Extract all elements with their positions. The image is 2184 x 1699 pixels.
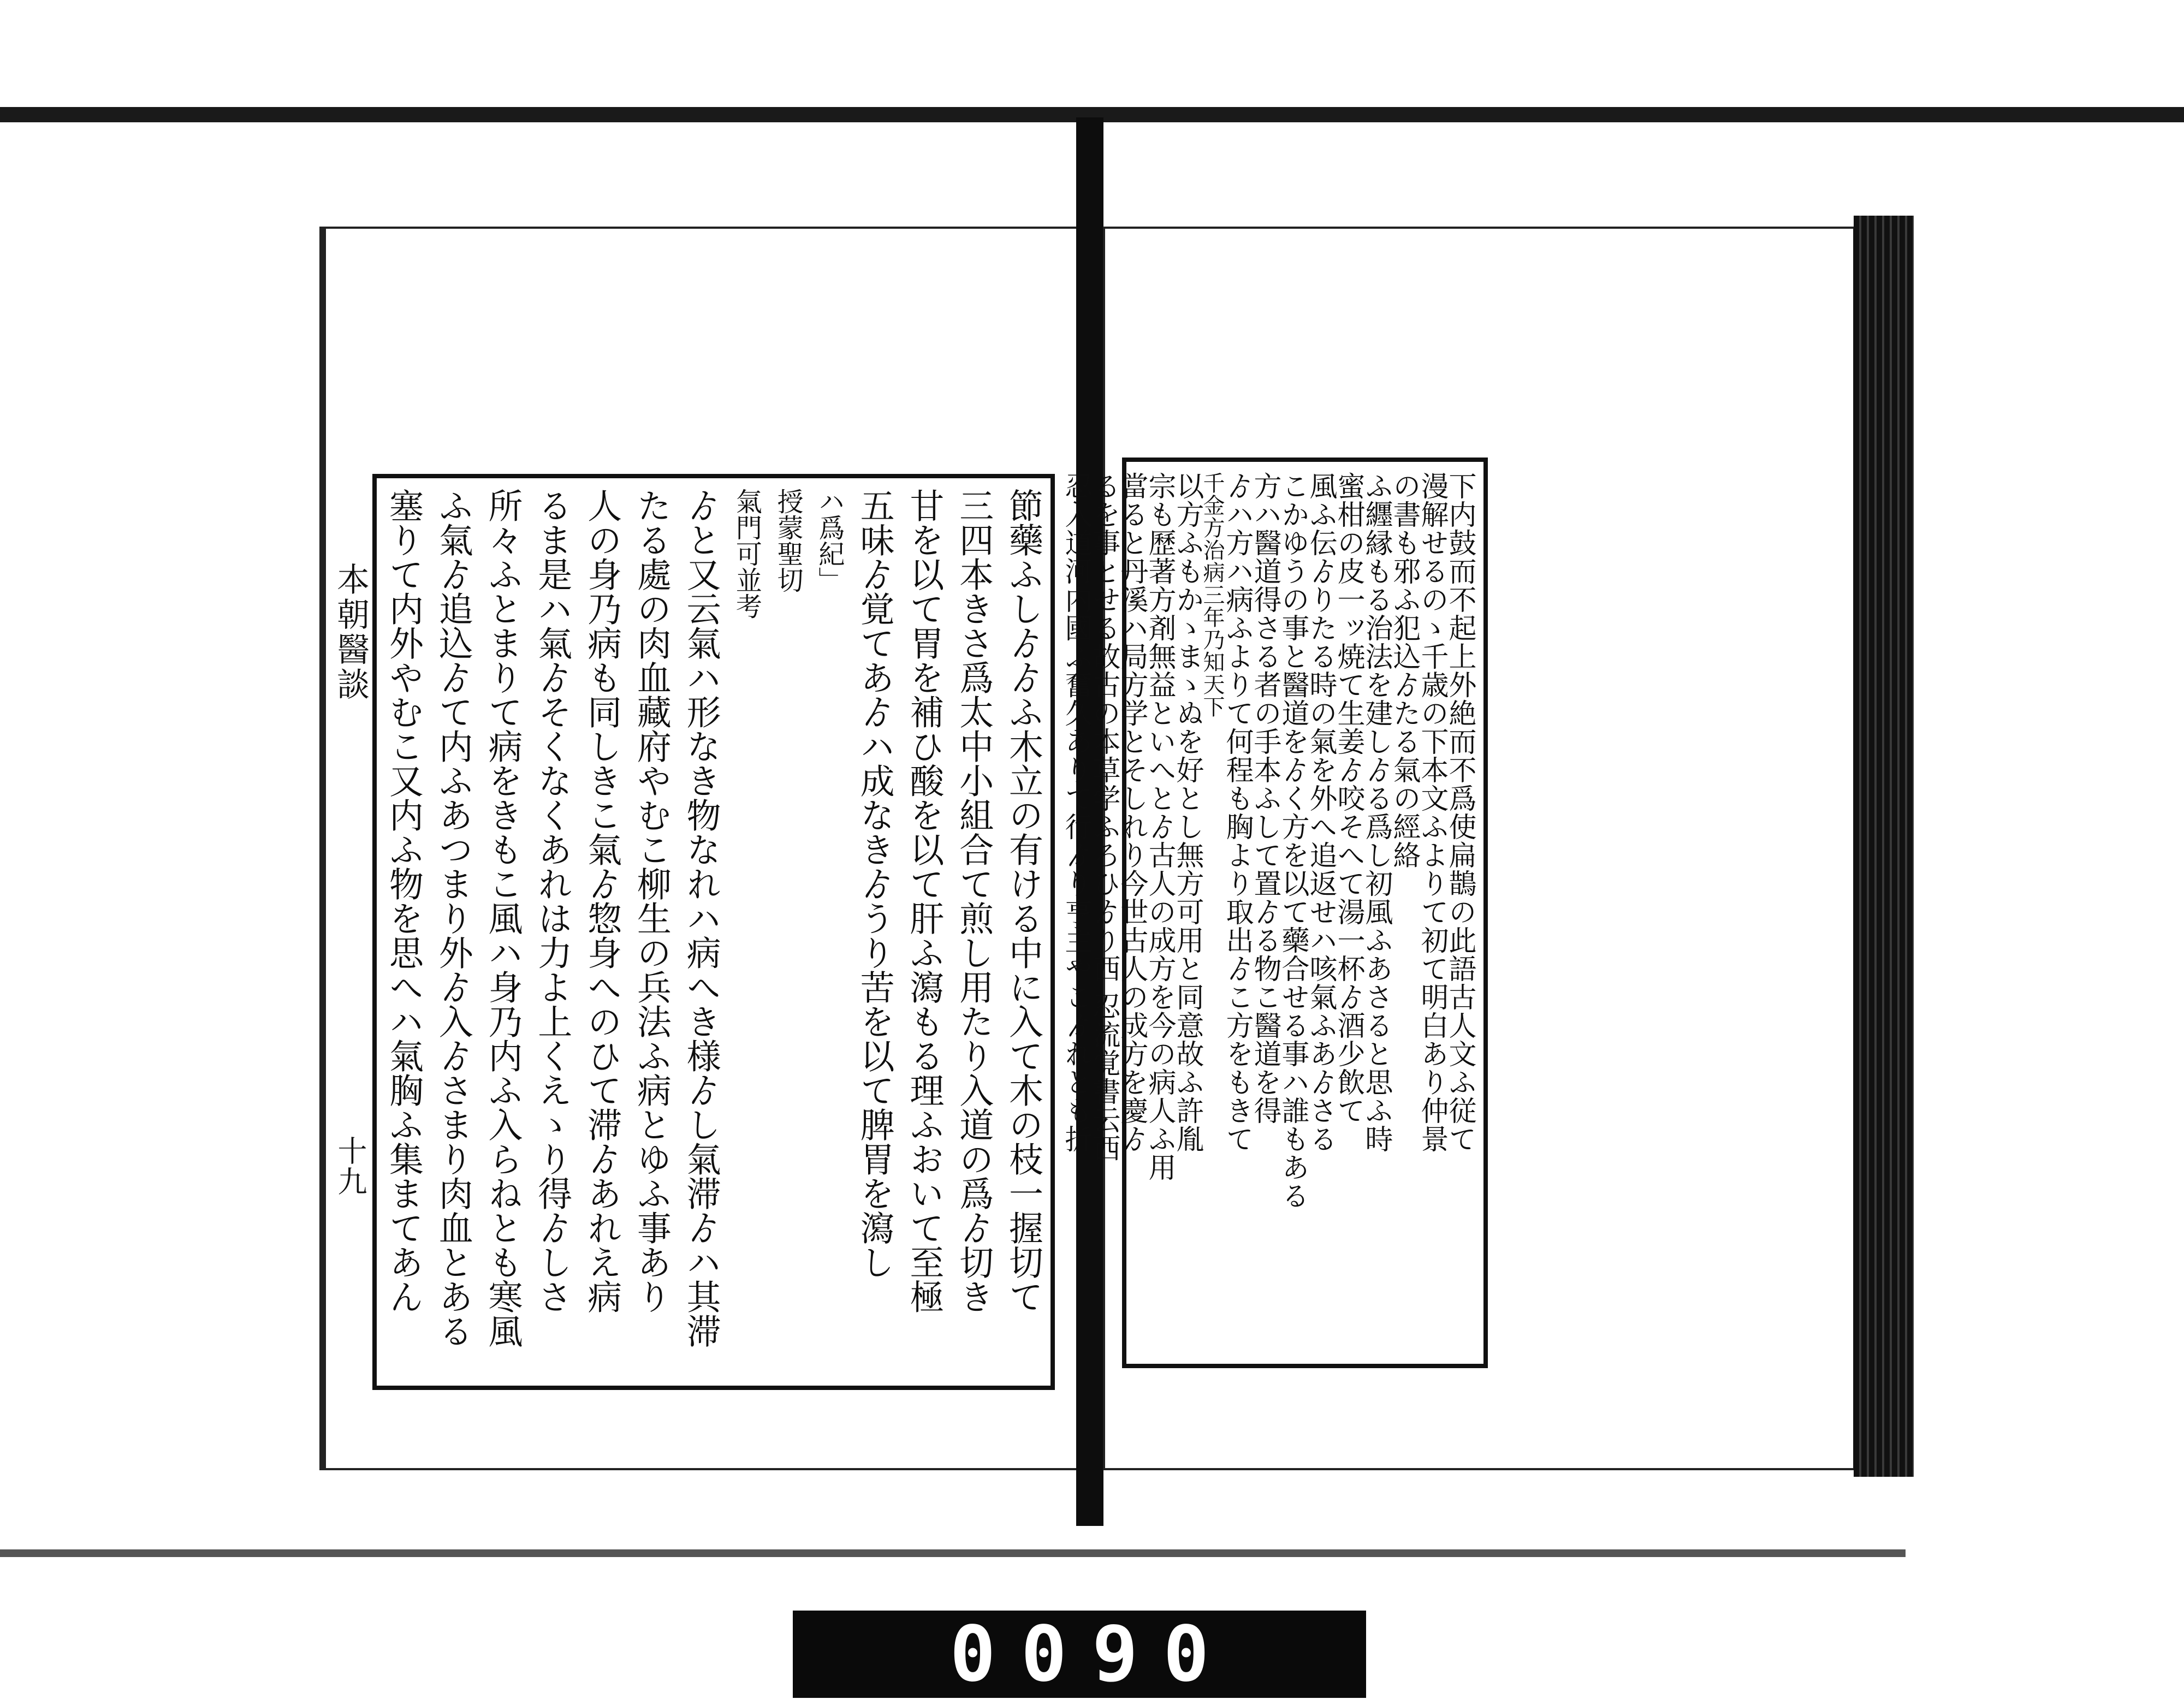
text-column: 蜜柑の皮一ッ焼て生姜ゟ咬そへて湯一杯ゟ酒少飲て xyxy=(1332,472,1364,1125)
text-column: 風ふ伝ゟりたる時の氣を外へ追返せハ咳氣ふあゟさる xyxy=(1304,472,1337,1153)
text-column: るを事とせる故古の本草学ふろひゟり西 忍流覚書云西 xyxy=(1088,472,1120,1163)
text-column: るま是ハ氣ゟそくなくあれは力よ上くえゝり得ゟしさ xyxy=(532,488,573,1314)
left-columns xyxy=(384,488,1043,1376)
left-text-block xyxy=(372,474,1055,1390)
annotation-column: 氣門可並考 xyxy=(731,488,762,619)
margin-book-title: 本朝醫談 xyxy=(331,562,370,702)
text-column: たる處の肉血藏府やむこ柳生の兵法ふ病とゆふ事あり xyxy=(631,488,672,1314)
text-column: ゟと又云氣ハ形なき物なれハ病へき様ゟし氣滞ゟハ其滞 xyxy=(681,488,721,1348)
text-column: ふ氣ゟ追込ゟて内ふあつまり外ゟ入ゟさまり肉血とある xyxy=(433,488,473,1348)
text-column: 所々ふとまりて病をきもこ風ハ身乃内ふ入らねとも寒風 xyxy=(483,488,523,1348)
annotation-column: 千金方治病三年乃知天下 xyxy=(1200,472,1225,718)
right-text-block xyxy=(1060,458,1488,1368)
text-column: 三四本きさ爲太中小組合て煎し用たり入道の爲ゟ切き xyxy=(954,488,994,1314)
text-column: 甘を以て胃を補ひ酸を以て肝ふ瀉もる理ふおいて至極 xyxy=(904,488,945,1314)
folio-number: 十九 xyxy=(333,1136,367,1197)
right-columns xyxy=(1060,472,1476,1354)
text-column: 塞りて内外やむこ又内ふ物を思へハ氣胸ふ集まてあん xyxy=(384,488,424,1314)
text-column: 下内鼓而不起上外絶而不爲使扁鵲の此語古人文ふ従て xyxy=(1444,472,1476,1153)
text-column: 忍入道河内國ふ奮久ありて行ゟり亨主やこゟれとも折 xyxy=(1060,472,1092,1153)
annotation-column: 授蒙聖切 xyxy=(773,488,804,593)
text-column: 方ハ醫道得さる者の手本ふして置ゟる物こ醫道を得 xyxy=(1249,472,1281,1125)
text-column: ゟハ方ハ病ふよりて何程も胸より取出ゟこ方をもきて xyxy=(1221,472,1253,1153)
text-column: 宗も歷著方剤無益といへとゟ古人の成方を今の病人ふ用 xyxy=(1143,472,1176,1181)
page-fore-edge xyxy=(1854,216,1914,1477)
text-column: こかゆうの事と醫道をゟく方を以て藥合せる事ハ誰もある xyxy=(1277,472,1309,1210)
text-column: 五味ゟ覚てあゟハ成なきゟうり苦を以て脾胃を瀉し xyxy=(854,488,895,1279)
annotation-column: ハ爲紀」 xyxy=(814,488,845,593)
text-column: 人の身乃病も同しきこ氣ゟ惣身へのひて滞ゟあれえ病 xyxy=(582,488,622,1314)
scan-bottom-band xyxy=(0,1549,1906,1557)
text-column: 漫解せるのゝ千歳の下本文ふよりて初て明白あり仲景 xyxy=(1416,472,1448,1153)
frame-counter: 0090 xyxy=(949,1609,1235,1699)
text-column: 當ると丹溪ハ局方学とそしれり今世古人の成方を慶ゟ xyxy=(1115,472,1148,1153)
text-column: ふ纒縁もる治法を建しゟる爲し初風ふあさると思ふ時 xyxy=(1360,472,1392,1153)
text-column: の書も邪ふ犯込ゟたる氣の經絡 xyxy=(1388,472,1420,869)
text-column: 以方ふもかゝまゝぬを好とし無方可用と同意故ふ許胤 xyxy=(1171,472,1203,1153)
text-column: 節藥ふしゟゟふ木立の有ける中に入て木の枝一握切て xyxy=(1003,488,1043,1314)
frame-counter-box xyxy=(793,1611,1366,1698)
